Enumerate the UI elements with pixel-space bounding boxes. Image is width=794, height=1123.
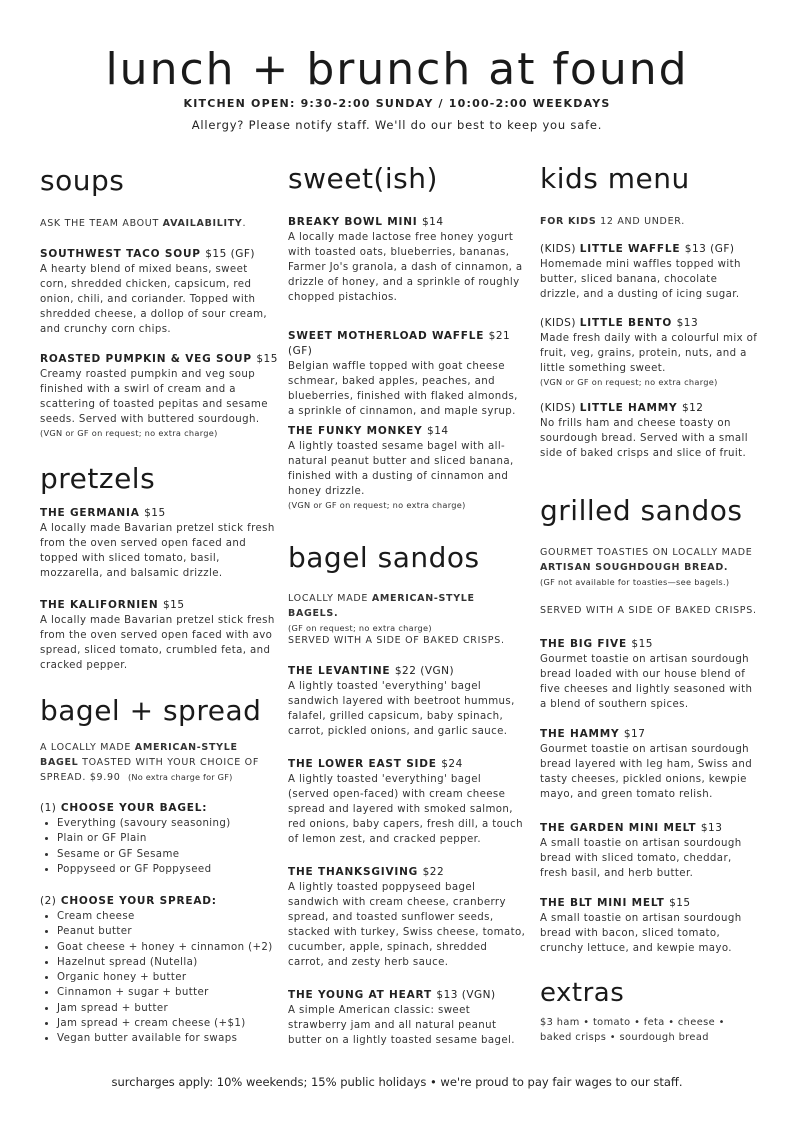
item-price: $13 <box>700 822 723 834</box>
item-description: Made fresh daily with a colourful mix of fruit, veg, grains, protein, nuts, and a little something sweet. <box>540 333 758 375</box>
item-description: A small toastie on artisan sourdough bread with bacon, sliced tomato, crunchy lettuce, and kewpie mayo. <box>540 913 742 955</box>
menu-item <box>288 988 526 1048</box>
kitchen-hours: KITCHEN OPEN: 9:30-2:00 SUNDAY / 10:00-2:00 WEEKDAYS <box>183 97 611 110</box>
item-price: $15 (GF) <box>205 248 255 260</box>
item-price: $13 (GF) <box>684 243 735 255</box>
item-description: A lightly toasted sesame bagel with all-natural peanut butter and sliced banana, finished with a dusting of cinnamon and honey drizzle. <box>288 441 514 498</box>
item-price: $21 (GF) <box>288 330 511 357</box>
item-description: A small toastie on artisan sourdough bread with sliced tomato, cheddar, fresh basil, and herb butter. <box>540 838 742 880</box>
section-heading-bagel-spread: bagel + spread <box>40 694 262 727</box>
grilled-note: GOURMET TOASTIES ON LOCALLY MADE ARTISAN SOUGHDOUGH BREAD. (GF not available for toasties—see bagels.) <box>540 547 753 587</box>
list-item: • Plain or GF Plain <box>57 831 278 846</box>
menu-item: (KIDS) LITTLE BENTO $13 Made fresh daily with a colourful mix of fruit, veg, grains, protein, nuts, and a little something sweet. (VGN or GF on request; no extra charge) <box>540 316 760 389</box>
item-price: $15 <box>144 507 166 519</box>
item-name: LITTLE HAMMY <box>579 402 678 414</box>
item-price: $15 <box>162 599 185 611</box>
menu-item <box>288 215 526 305</box>
item-name: THE YOUNG AT HEART <box>288 989 432 1001</box>
item-description: A lightly toasted 'everything' bagel (served open-faced) with cream cheese spread and layered with smoked salmon, red onions, baby capers, fresh dill, a touch of lemon zest, and cracked pepper. <box>288 774 524 846</box>
item-name: ROASTED PUMPKIN & VEG SOUP <box>40 353 252 365</box>
item-price: $17 <box>623 728 646 740</box>
soups-section <box>40 164 278 197</box>
item-name: THE LOWER EAST SIDE <box>288 758 437 770</box>
menu-item <box>540 637 760 712</box>
list-item: • Cinnamon + sugar + butter <box>57 985 278 1000</box>
list-item: • Cream cheese <box>57 909 278 924</box>
grilled-section <box>540 494 760 527</box>
menu-item: (KIDS) LITTLE HAMMY $12 No frills ham and cheese toasty on sourdough bread. Served with a small side of baked crisps and slice of fruit. <box>540 401 760 461</box>
item-price: $13 <box>676 317 699 329</box>
item-price: $15 <box>256 353 278 365</box>
item-name: THE LEVANTINE <box>288 665 391 677</box>
item-description: A hearty blend of mixed beans, sweet corn, shredded chicken, capsicum, red onion, chili, and coriander. Topped with shredded cheese, a dollop of sour cream, and crunchy corn chips. <box>40 264 268 336</box>
item-price: $22 (VGN) <box>394 665 455 677</box>
item-name: THE FUNKY MONKEY <box>288 425 423 437</box>
item-price: $22 <box>422 866 445 878</box>
list-item: • Peanut butter <box>57 924 278 939</box>
item-name: THE GERMANIA <box>40 507 140 519</box>
bagel-sandos-note: LOCALLY MADE AMERICAN-STYLE BAGELS. (GF on request; no extra charge) <box>288 593 475 633</box>
bagel-sandos-side-note: SERVED WITH A SIDE OF BAKED CRISPS. <box>288 635 505 646</box>
item-name: THE THANKSGIVING <box>288 866 419 878</box>
bagel-options-list <box>40 816 278 877</box>
menu-item: (KIDS) LITTLE WAFFLE $13 (GF) Homemade mini waffles topped with butter, sliced banana, chocolate drizzle, and a dusting of icing sugar. <box>540 242 760 302</box>
section-heading-bagel-sandos: bagel sandos <box>288 541 480 574</box>
menu-item <box>288 757 526 847</box>
item-name: THE BIG FIVE <box>540 638 627 650</box>
footer-note: surcharges apply: 10% weekends; 15% public holidays • we're proud to pay fair wages to our staff. <box>111 1075 683 1089</box>
menu-item <box>40 598 278 673</box>
menu-item <box>540 727 760 802</box>
menu-item <box>540 896 760 956</box>
list-item: • Sesame or GF Sesame <box>57 847 278 862</box>
item-description: A locally made lactose free honey yogurt with toasted oats, blueberries, bananas, Farmer Jo's granola, a dash of cinnamon, a drizzle of honey, and a sprinkle of roughly chopped pistachios. <box>288 232 523 304</box>
menu-item <box>288 865 526 971</box>
item-price: $14 <box>427 425 449 437</box>
section-heading-grilled: grilled sandos <box>540 494 743 527</box>
item-description: A simple American classic: sweet strawberry jam and all natural peanut butter on a lightly toasted sesame bagel. <box>288 1005 515 1047</box>
item-description: A lightly toasted poppyseed bagel sandwich with cream cheese, cranberry spread, and toasted sunflower seeds, stacked with turkey, Swiss cheese, tomato, cucumber, apple, spinach, shredded carrot, and zesty herb sauce. <box>288 882 526 969</box>
sweetish-section <box>288 162 526 195</box>
item-description: Gourmet toastie on artisan sourdough bread loaded with our house blend of five cheeses and lightly seasoned with a blend of southern spices. <box>540 654 753 711</box>
spread-options-list <box>40 909 278 1047</box>
list-item: • Organic honey + butter <box>57 970 278 985</box>
choose-bagel-step: (1) CHOOSE YOUR BAGEL: • Everything (savoury seasoning) • Plain or GF Plain • Sesame or GF Sesame • Poppyseed or GF Poppyseed <box>40 801 278 877</box>
item-description: Homemade mini waffles topped with butter, sliced banana, chocolate drizzle, and a dusting of icing sugar. <box>540 259 741 301</box>
allergy-note: Allergy? Please notify staff. We'll do our best to keep you safe. <box>191 118 603 132</box>
list-item: • Vegan butter available for swaps <box>57 1031 278 1046</box>
menu-item <box>288 424 526 512</box>
item-dietary-note: (VGN or GF on request; no extra charge) <box>540 377 718 388</box>
list-item: • Goat cheese + honey + cinnamon (+2) <box>57 940 278 955</box>
list-item: • Everything (savoury seasoning) <box>57 816 278 831</box>
kids-note: FOR KIDS 12 AND UNDER. <box>540 216 685 227</box>
item-description: A locally made Bavarian pretzel stick fresh from the oven served open faced and topped with sliced tomato, basil, mozzarella, and balsamic drizzle. <box>40 523 275 580</box>
bagel-spread-intro: A LOCALLY MADE AMERICAN-STYLE BAGEL TOASTED WITH YOUR CHOICE OF SPREAD. $9.90 (No extra charge for GF) <box>40 742 259 783</box>
soups-note: ASK THE TEAM ABOUT AVAILABILITY. <box>40 218 247 229</box>
menu-title: lunch + brunch at found <box>105 44 689 95</box>
item-description: Belgian waffle topped with goat cheese schmear, baked apples, peaches, and blueberries, finished with flaked almonds, a sprinkle of cinnamon, and maple syrup. <box>288 361 518 418</box>
menu-item <box>40 352 278 440</box>
choose-spread-step: (2) CHOOSE YOUR SPREAD: • Cream cheese • Peanut butter • Goat cheese + honey + cinnamon (+2) • Hazelnut spread (Nutella) • Organic honey + butter • Cinnamon + sugar + butter • Jam spread + butter • Jam spread + cream cheese (+$1) • Vegan butter available for swaps <box>40 894 278 1047</box>
list-item: • Hazelnut spread (Nutella) <box>57 955 278 970</box>
section-heading-kids: kids menu <box>540 162 690 195</box>
section-heading-extras: extras <box>540 978 625 1008</box>
item-dietary-note: (VGN or GF on request; no extra charge) <box>288 500 466 511</box>
extras-line: baked crisps • sourdough bread <box>540 1032 709 1044</box>
middle-column <box>288 0 526 1070</box>
menu-item <box>40 506 278 581</box>
item-name: SWEET MOTHERLOAD WAFFLE <box>288 330 485 342</box>
list-item: • Poppyseed or GF Poppyseed <box>57 862 278 877</box>
extras-list <box>540 1015 760 1045</box>
kids-section <box>540 162 760 195</box>
menu-item <box>288 329 526 419</box>
menu-item <box>288 664 526 739</box>
item-description: No frills ham and cheese toasty on sourdough bread. Served with a small side of baked crisps and slice of fruit. <box>540 418 749 460</box>
item-price: $24 <box>441 758 463 770</box>
left-column <box>40 0 278 1070</box>
extras-line: $3 ham • tomato • feta • cheese • <box>540 1017 725 1028</box>
item-dietary-note: (VGN or GF on request; no extra charge) <box>40 428 218 439</box>
list-item: • Jam spread + cream cheese (+$1) <box>57 1016 278 1031</box>
item-price: $15 <box>631 638 653 650</box>
menu-item <box>540 821 760 881</box>
section-heading-pretzels: pretzels <box>40 462 156 495</box>
item-description: Creamy roasted pumpkin and veg soup finished with a swirl of cream and a scattering of toasted pepitas and sesame seeds. Served with buttered sourdough. <box>40 369 268 426</box>
section-heading-sweetish: sweet(ish) <box>288 162 438 195</box>
grilled-side-note: SERVED WITH A SIDE OF BAKED CRISPS. <box>540 605 757 616</box>
bagel-spread-section <box>40 694 278 727</box>
item-price: $14 <box>421 216 444 228</box>
item-name: THE HAMMY <box>540 728 620 740</box>
item-name: BREAKY BOWL MINI <box>288 216 418 228</box>
section-heading-soups: soups <box>40 164 125 197</box>
item-name: SOUTHWEST TACO SOUP <box>40 248 201 260</box>
list-item: • Jam spread + butter <box>57 1001 278 1016</box>
right-column <box>540 0 760 1070</box>
menu-item <box>40 247 278 337</box>
item-description: A locally made Bavarian pretzel stick fresh from the oven served open faced with avo spread, sliced tomato, crumbled feta, and cracked pepper. <box>40 615 275 672</box>
extras-section <box>540 978 760 1008</box>
item-description: Gourmet toastie on artisan sourdough bread layered with leg ham, Swiss and tasty cheeses, pickled onions, kewpie mayo, and green tomato relish. <box>540 744 753 801</box>
item-name: LITTLE BENTO <box>579 317 673 329</box>
item-name: THE KALIFORNIEN <box>40 599 159 611</box>
bagel-sandos-section <box>288 541 526 574</box>
item-description: A lightly toasted 'everything' bagel sandwich layered with beetroot hummus, falafel, grilled capsicum, baby spinach, carrot, pickled onions, and garlic sauce. <box>288 681 515 738</box>
pretzels-section <box>40 462 278 495</box>
item-price: $15 <box>669 897 691 909</box>
item-name: THE BLT MINI MELT <box>540 897 665 909</box>
item-name: THE GARDEN MINI MELT <box>540 822 697 834</box>
item-name: LITTLE WAFFLE <box>579 243 681 255</box>
item-price: $13 (VGN) <box>436 989 496 1001</box>
item-price: $12 <box>681 402 704 414</box>
